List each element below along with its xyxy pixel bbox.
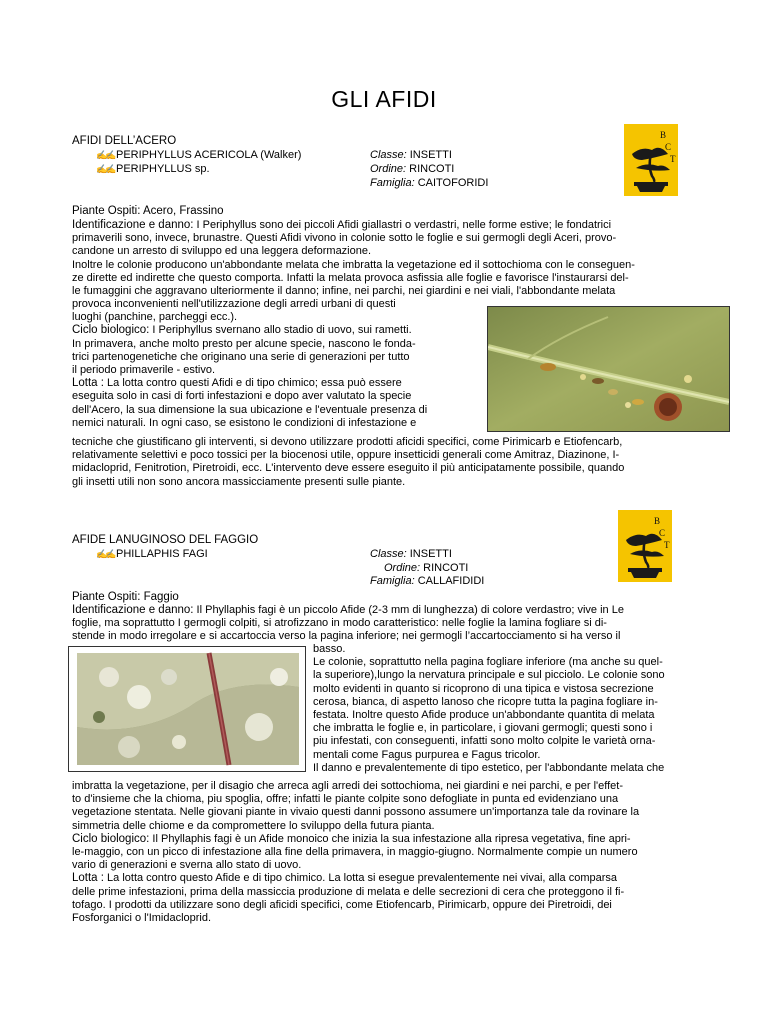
section2-heading: AFIDE LANUGINOSO DEL FAGGIO — [72, 534, 259, 546]
text-line: ze dirette ed indirette che questo comporta. Infatti la melata provoca asfissia alle foglie e favorisce l'instaurarsi del- — [72, 271, 629, 284]
text-line: luoghi (panchine, parcheggi ecc.). — [72, 311, 238, 324]
photo-image — [69, 647, 305, 771]
ordine-value: RINCOTI — [423, 562, 469, 574]
text-line: I Periphyllus svernano allo stadio di uovo, sui rametti. — [152, 324, 412, 337]
text-line: Il danno e prevalentemente di tipo estetico, per l'abbondante melata che — [313, 761, 665, 774]
classe-value: INSETTI — [409, 548, 452, 560]
ordine-value: RINCOTI — [409, 163, 455, 175]
text-line: il periodo primaverile - estivo. — [72, 364, 216, 377]
species-item — [96, 149, 301, 162]
taxonomy-ordine — [370, 163, 454, 176]
species-name: PHILLAPHIS FAGI — [116, 548, 208, 560]
text-line: to d'insieme che la chioma, piu spoglia, offre; infatti le piante colpite sono defogliate in punta ed evidenziano una — [72, 793, 619, 806]
logo-letter: C — [659, 528, 666, 538]
section1-heading: AFIDI DELL’ACERO — [72, 135, 177, 147]
text-line: vegetazione stentata. Nelle giovani piante in vivaio questi danni possono assumere un'importanza tale da rovinare la — [72, 806, 640, 819]
side-paragraph — [313, 643, 730, 775]
text-line: dell'Acero, la sua dimensione la sua ubicazione e l'eventuale presenza di — [72, 403, 428, 416]
ident-label: Identificazione e danno: — [72, 604, 194, 616]
taxonomy-famiglia — [370, 177, 488, 190]
ordine-label: Ordine: — [370, 163, 407, 175]
taxonomy-ordine — [384, 562, 468, 575]
text-line: basso. — [313, 643, 346, 655]
text-line: La lotta contro questi Afidi e di tipo chimico; essa può essere — [107, 377, 402, 390]
bonsai-icon — [618, 510, 672, 582]
text-line: Il Phyllaphis fagi è un Afide monoico che inizia la sua infestazione alla ripresa vegetativa, fine apri- — [152, 832, 631, 845]
text-line: Le colonie, soprattutto nella pagina fogliare inferiore (ma anche su quel- — [313, 656, 663, 669]
page-title: GLI AFIDI — [331, 86, 437, 112]
photo-image — [488, 307, 729, 431]
logo-letter: B — [654, 516, 661, 526]
lotta-paragraph-cont — [72, 436, 730, 489]
lotta-label: Lotta : — [72, 377, 104, 390]
species-item — [96, 548, 208, 561]
beech-aphid-photo-frame — [68, 646, 306, 772]
text-line: mentali come Fagus purpurea e Fagus tricolor. — [313, 748, 541, 761]
logo-letter: T — [670, 154, 676, 164]
text-line: la superiore),lungo la nervatura principale e sul picciolo. Le colonie sono — [313, 669, 665, 682]
text-line: tecniche che giustificano gli interventi, si devono utilizzare prodotti aficidi specifici, come Pirimicarb e Etiofencarb, — [72, 436, 623, 448]
logo-letter: T — [664, 540, 670, 550]
famiglia-value: CALLAFIDIDI — [417, 575, 485, 587]
ident-paragraph-cont — [72, 298, 480, 430]
ident-paragraph — [72, 604, 730, 644]
piante-label: Piante Ospiti: — [72, 591, 141, 603]
text-line: tofago. I prodotti da utilizzare sono degli aficidi specifici, come Etiofencarb, Pirimicarb, oppure dei Piretroidi, dei — [72, 898, 612, 911]
text-line: I Periphyllus sono dei piccoli Afidi giallastri o verdastri, nelle forme estive; le fondatrici — [196, 219, 612, 231]
text-line: Il Phyllaphis fagi è un piccolo Afide (2-3 mm di lunghezza) di colore verdastro; vive in Le — [196, 604, 624, 616]
text-line: le-maggio, con un picco di infestazione alla fine della primavera, in maggio-giugno. Normalmente compie un numero — [72, 846, 638, 859]
text-line: Fosforganici o l'Imidacloprid. — [72, 912, 212, 925]
classe-label: Classe: — [370, 548, 407, 560]
ciclo-label: Ciclo biologico: — [72, 324, 150, 337]
text-line: candone un arresto di sviluppo ed una leggera deformazione. — [72, 245, 372, 258]
text-line: trici partenogenetiche che originano una serie di generazioni per tutto — [72, 350, 410, 363]
piante-ospiti — [72, 205, 224, 218]
piante-ospiti — [72, 591, 179, 604]
taxonomy-classe — [370, 149, 452, 162]
ident-paragraph — [72, 219, 730, 298]
text-line: stende in modo irregolare e si accartoccia verso la pagina inferiore; nei germogli l’accartocciamento si ha verso il — [72, 630, 621, 643]
bct-logo — [624, 124, 678, 196]
text-line: simmetria delle chiome e da compromettere lo sviluppo della futura pianta. — [72, 819, 435, 832]
classe-value: INSETTI — [409, 149, 452, 161]
hand-writing-icon: ✍✍ — [96, 150, 115, 160]
text-line: festata. Inoltre questo Afide produce un'abbondante quantita di melata — [313, 709, 655, 722]
text-line: foglie, ma soprattutto I germogli colpiti, si atrofizzano in modo caratteristico: nelle foglie la lamina fogliare si di- — [72, 617, 607, 630]
ident-label: Identificazione e danno: — [72, 219, 194, 231]
bct-logo — [618, 510, 672, 582]
text-line: provoca inconvenienti nell'utilizzazione degli arredi urbani di questi — [72, 298, 396, 310]
famiglia-label: Famiglia: — [370, 177, 415, 189]
text-line: le fumaggini che aggravano ulteriormente il danno; infine, nei parchi, nei giardini e nei viali, l'abbondante melata — [72, 285, 616, 298]
logo-letter: B — [660, 130, 667, 140]
text-line: nemici naturali. In ogni caso, se esistono le condizioni di infestazione e — [72, 416, 417, 429]
piante-label: Piante Ospiti: — [72, 205, 141, 217]
text-line: eseguita solo in casi di forti infestazioni e dopo aver valutato la specie — [72, 390, 412, 403]
species-item — [96, 163, 210, 176]
text-line: primaverili sono, invece, brunastre. Questi Afidi vivono in colonie sotto le foglie e sui germogli degli Aceri, provo- — [72, 232, 617, 245]
ciclo-label: Ciclo biologico: — [72, 832, 150, 845]
piante-value: Acero, Frassino — [142, 205, 224, 217]
hand-writing-icon: ✍✍ — [96, 549, 115, 559]
ordine-label: Ordine: — [384, 562, 421, 574]
species-name: PERIPHYLLUS ACERICOLA (Walker) — [116, 149, 302, 161]
text-line: La lotta contro questo Afide e di tipo chimico. La lotta si esegue prevalentemente nei vivai, alla comparsa — [107, 872, 617, 885]
hand-writing-icon: ✍✍ — [96, 164, 115, 174]
text-line: midacloprid, Fenitrotion, Piretroidi, ecc. L'intervento deve essere eseguito il più anticipatamente possibile, quando — [72, 462, 625, 475]
maple-aphid-photo — [487, 306, 730, 432]
text-line: delle prime infestazioni, prima della massiccia produzione di melata e delle secrezioni di cera che proteggono il fi- — [72, 885, 625, 898]
text-line: In primavera, anche molto presto per alcune specie, nascono le fonda- — [72, 337, 416, 350]
piante-value: Faggio — [143, 591, 179, 603]
text-line: che imbratta le foglie e, in particolare, i giovani germogli; questi sono i — [313, 722, 653, 735]
bonsai-icon — [624, 124, 678, 196]
classe-label: Classe: — [370, 149, 407, 161]
species-name: PERIPHYLLUS sp. — [116, 163, 210, 175]
lotta-label: Lotta : — [72, 872, 104, 885]
after-paragraph — [72, 780, 730, 925]
text-line: gli insetti utili non sono ancora massicciamente presenti sulle piante. — [72, 475, 406, 488]
taxonomy-famiglia — [370, 575, 484, 588]
text-line: vario di generazioni e sverna allo stato di uovo. — [72, 859, 302, 872]
text-line: Inoltre le colonie producono un'abbondante melata che imbratta la vegetazione ed il sottochioma con le conseguen- — [72, 258, 635, 271]
text-line: molto evidenti in quanto si ricoprono di una tipica e vistosa secrezione — [313, 682, 654, 695]
taxonomy-classe — [370, 548, 452, 561]
text-line: cerosa, bianca, di aspetto lanoso che ricopre tutta la pagina fogliare in- — [313, 695, 658, 708]
famiglia-value: CAITOFORIDI — [417, 177, 489, 189]
text-line: imbratta la vegetazione, per il disagio che arreca agli arredi dei sottochioma, nei giardini e nei parchi, e per l'effet- — [72, 780, 623, 792]
text-line: relativamente selettivi e poco tossici per la biocenosi utile, oppure insetticidi generali come Amitraz, Diazinone, I- — [72, 449, 620, 462]
famiglia-label: Famiglia: — [370, 575, 415, 587]
logo-letter: C — [665, 142, 672, 152]
text-line: piu infestati, con conseguenti, infatti sono molto colpite le varietà orna- — [313, 735, 656, 748]
